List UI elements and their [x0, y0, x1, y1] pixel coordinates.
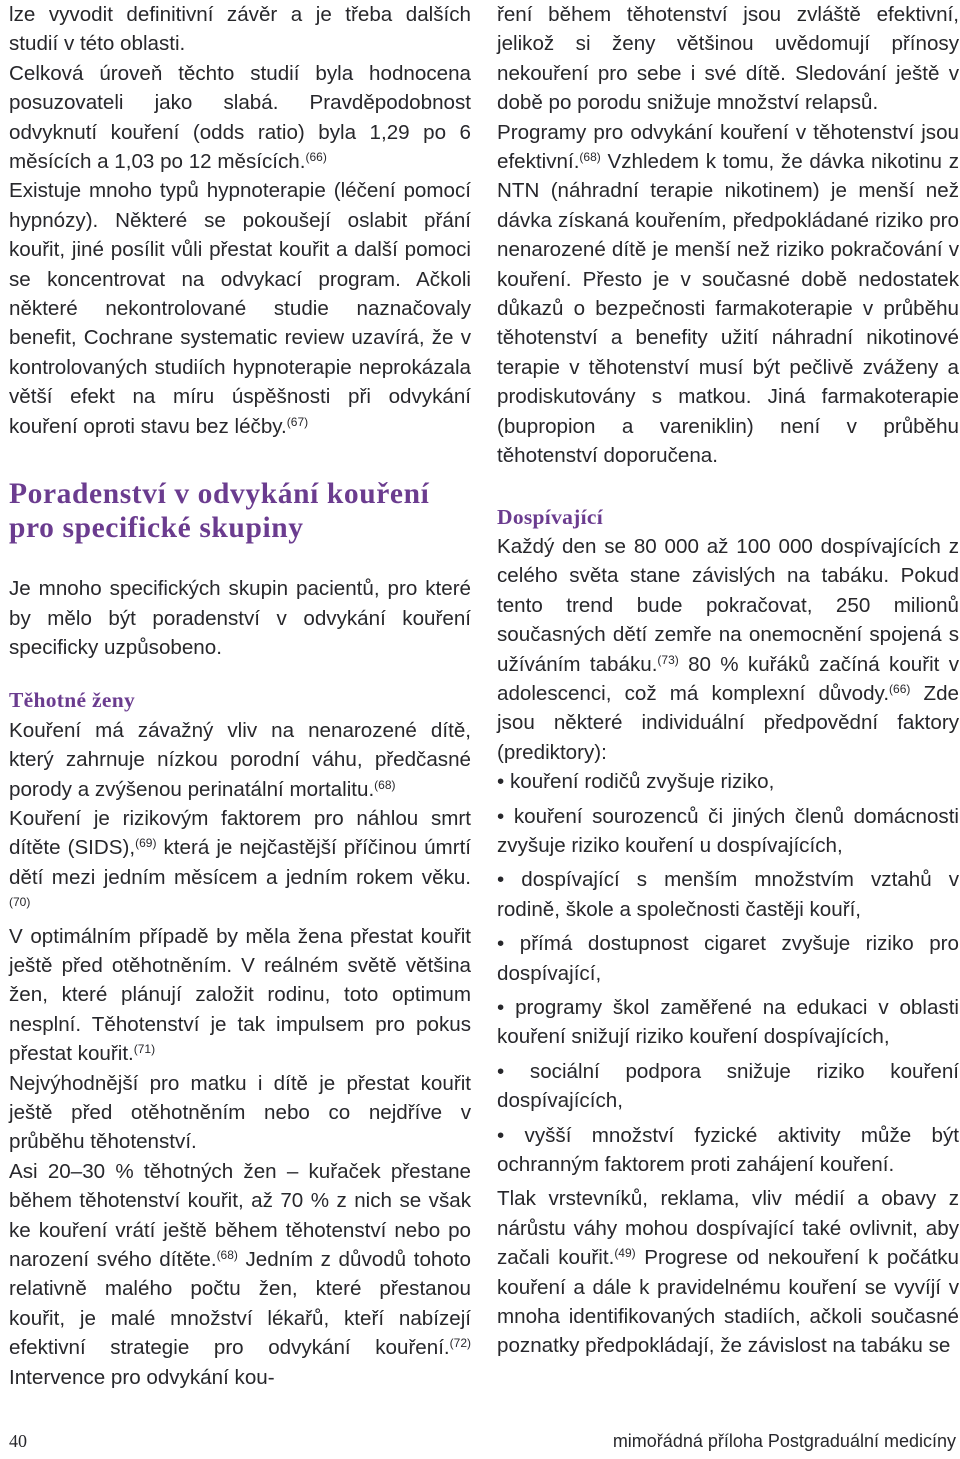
text: Kouření je rizikovým faktorem pro náhlou smrt dítěte (SIDS), [9, 806, 471, 860]
text: Tlak vrstevníků, reklama, vliv médií a obavy z nárůstu váhy mohou dospívající také ovlivnit, aby začali kouřit. [497, 1187, 959, 1270]
text: Celková úroveň těchto studií byla hodnocena posuzovateli jako slabá. Pravděpodobnost odvyknutí kouření (odds ratio) byla 1,29 po 6 měsících a 1,03 po 12 měsících. [9, 61, 471, 174]
paragraph [9, 1157, 471, 1392]
list-item: • sociální podpora snižuje riziko kouření dospívajících, [497, 1057, 959, 1116]
paragraph [9, 574, 471, 662]
citation-ref: (49) [614, 1246, 636, 1261]
page-number: 40 [9, 1431, 27, 1451]
paragraph [497, 0, 959, 118]
text: lze vyvodit definitivní závěr a je třeba dalších studií v této oblasti. [9, 3, 471, 56]
citation-ref: (73) [657, 652, 679, 667]
subsection-heading: Těhotné ženy [9, 688, 136, 713]
left-column [9, 0, 471, 1392]
paragraph [497, 1184, 959, 1360]
paragraph [9, 176, 471, 441]
citation-ref: (66) [889, 681, 911, 696]
text: Existuje mnoho typů hypnoterapie (léčení pomocí hypnózy). Některé se pokoušejí oslabit přání kouřit, jiné posílit vůli přestat kouřit a další pomoci se koncentrovat na odvykací program. Ačkoli některé nekontrolované studie naznačovaly benefit, Cochrane systematic review uzavírá, že v kontrolovaných studiích hypnoterapie neprokázala větší efekt na míru úspěšnosti při odvykání kouření oproti stavu bez léčby. [9, 179, 471, 438]
list-item: • kouření sourozenců či jiných členů domácnosti zvyšuje riziko kouření u dospívajících, [497, 802, 959, 861]
paragraph [9, 922, 471, 1069]
citation-ref: (68) [579, 150, 601, 165]
text: Je mnoho specifických skupin pacientů, pro které by mělo být poradenství v odvykání kouření specificky uzpůsobeno. [9, 577, 471, 659]
list-item: • dospívající s menším množstvím vztahů v rodině, škole a společnosti častěji kouří, [497, 865, 959, 924]
citation-ref: (72) [449, 1336, 471, 1351]
paragraph [9, 0, 471, 59]
subsection-heading: Dospívající [497, 504, 604, 529]
text: V optimálním případě by měla žena přestat kouřit ještě před otěhotněním. V reálném světě většina žen, které plánují založit rodinu, toto optimum nesplní. Těhotenství je tak impulsem pro pokus přestat kouřit. [9, 924, 471, 1066]
list-item: • programy škol zaměřené na edukaci v oblasti kouření snižují riziko kouření dospívajících, [497, 993, 959, 1052]
paragraph [497, 532, 959, 767]
citation-ref: (69) [135, 836, 157, 851]
paragraph [9, 716, 471, 804]
text: ření během těhotenství jsou zvláště efektivní, jelikož si ženy většinou uvědomují přínosy nekouření pro sebe i své dítě. Sledování ještě v době po porodu snižuje množství relapsů. [497, 3, 959, 115]
text: Každý den se 80 000 až 100 000 dospívajících z celého světa stane závislých na tabáku. Pokud tento trend bude pokračovat, 250 milionů současných dětí zemře na onemocnění spojená s užíváním tabáku. [497, 534, 959, 676]
right-column [497, 0, 959, 1361]
citation-ref: (71) [133, 1042, 156, 1057]
paragraph [9, 1069, 471, 1157]
predictor-list [497, 767, 959, 1179]
text: Zde jsou některé individuální předpovědní faktory (prediktory): [497, 681, 959, 764]
text: Jedním z důvodů tohoto relativně malého počtu žen, které přestanou kouřit, je malé množství lékařů, kteří nabízejí efektivní strategie pro odvykání kouření. [9, 1248, 471, 1360]
list-item: • vyšší množství fyzické aktivity může být ochranným faktorem proti zahájení kouření. [497, 1121, 959, 1180]
paragraph [497, 118, 959, 471]
citation-ref: (66) [305, 150, 327, 165]
citation-ref: (68) [374, 777, 396, 792]
citation-ref: (70) [9, 895, 31, 910]
text: 80 % kuřáků začíná kouřit v adolescenci, což má komplexní důvody. [497, 652, 959, 705]
paragraph [9, 59, 471, 177]
paragraph [9, 804, 471, 922]
text: Vzhledem k tomu, že dávka nikotinu z NTN (náhradní terapie nikotinem) je menší než dávka získaná kouřením, předpokládané riziko pro nenarozené dítě je menší než riziko pokračování v kouření. Přesto je v současné době nedostatek důkazů o bezpečnosti farmakoterapie v průběhu těhotenství a benefity užití náhradní nikotinové terapie v těhotenství musí být pečlivě zváženy a prodiskutovány s matkou. Jiná farmakoterapie (bupropion a vareniklin) není v průběhu těhotenství doporučena. [497, 150, 959, 468]
text: Programy pro odvykání kouření v těhotenství jsou efektivní. [497, 120, 959, 174]
text: Nejvýhodnější pro matku i dítě je přestat kouřit ještě před otěhotněním nebo co nejdříve v průběhu těhotenství. [9, 1071, 471, 1154]
text: Intervence pro odvykání kou- [9, 1365, 275, 1389]
citation-ref: (68) [216, 1248, 238, 1263]
list-item: • kouření rodičů zvyšuje riziko, [497, 767, 959, 796]
publication-name: mimořádná příloha Postgraduální medicíny [612, 1431, 956, 1451]
text: Kouření má závažný vliv na nenarozené dítě, který zahrnuje nízkou porodní váhu, předčasné porody a zvýšenou perinatální mortalitu. [9, 718, 471, 801]
text: která je nejčastější příčinou úmrtí dětí mezi jedním měsícem a jedním rokem věku. [9, 836, 472, 889]
text: Asi 20–30 % těhotných žen – kuřaček přestane během těhotenství kouřit, až 70 % z nich se však ke kouření vrátí ještě během těhotenství nebo po narození svého dítěte. [9, 1159, 471, 1272]
citation-ref: (67) [286, 414, 309, 429]
text: Progrese od nekouření k počátku kouření a dále k pravidelnému kouření se vyvíjí v mnoha identifikovaných stadiích, ačkoli současné poznatky předpokládají, že závislost na tabáku se [497, 1246, 959, 1358]
section-heading: Poradenství v odvykání kouření pro specifické skupiny [9, 478, 430, 545]
list-item: • přímá dostupnost cigaret zvyšuje riziko pro dospívající, [497, 929, 959, 988]
